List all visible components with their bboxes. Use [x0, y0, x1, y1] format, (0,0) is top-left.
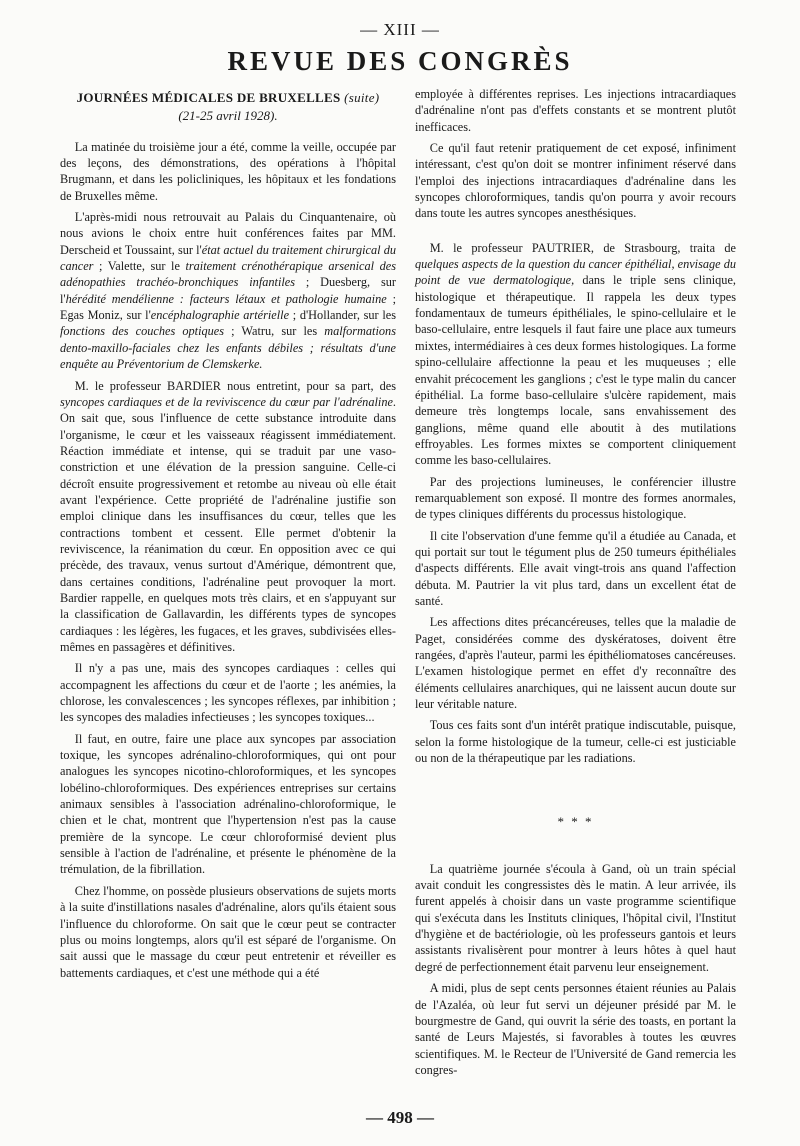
section-suite: (suite): [344, 90, 380, 105]
right-column: [415, 86, 736, 1078]
paragraph: Ce qu'il faut retenir pratiquement de cet exposé, infiniment intéressant, c'est qu'on doit se montrer infiniment réservé dans l'emploi des injections intracardiaques d'adrénaline dans les syncopes chloroformiques, tandis qu'on pourra y avoir recours dans toute les autres syncopes anesthésiques.: [415, 141, 736, 221]
paragraph: Il faut, en outre, faire une place aux syncopes par association toxique, les syncopes adrénalino-chloroformiques, qui ont pour analogues les syncopes nicotino-chloroformiques, et les syncopes lobélino-chloroformiques. Des expériences entreprises sur certains animaux sensibles à l'association adrénalino-chloroformique, le chien et le chat, montrent que l'hypertension n'est pas la cause première de la syncope. Le cœur chloroformisé devient plus sensible à l'action de l'adrénaline, et présente le phénomène de la trémulation, de la fibrillation.: [60, 731, 396, 877]
page-title: REVUE DES CONGRÈS: [227, 46, 573, 76]
paragraph: employée à différentes reprises. Les injections intracardiaques d'adrénaline n'ont pas d'effets constants et se montrent plutôt inefficaces.: [415, 87, 736, 134]
left-column: [60, 86, 396, 981]
paragraph: La matinée du troisième jour a été, comme la veille, occupée par des leçons, des démonstrations, des opérations à l'hôpital Brugmann, et dans les policliniques, les hôpitaux et les fondations de Bruxelles même.: [60, 139, 396, 203]
paragraph-pautrier: M. le professeur PAUTRIER, de Strasbourg, traita de quelques aspects de la question du cancer épithélial, envisage du point de vue dermatologique, dans le triple sens clinique, histologique et thérapeutique. Il rappela les deux types fondamentaux de tumeurs épithéliales, le spino-cellulaire et le baso-cellulaire, entre lesquels il faut faire une place aux tumeurs mixtes, intermédiaires à ces deux formes histologiques. La forme spino-cellulaire affectionne la peau et les muqueuses ; elle envahit précocement les ganglions ; c'est le type malin du cancer épithélial. La forme baso-cellulaire s'ulcère rapidement, mais demeure très longtemps locale, sans envahissement des ganglions, même quand elle aboutit à des mutilations effroyables. Les formes mixtes se comportent cliniquement comme les baso-cellulaires.: [415, 240, 737, 468]
paragraph: La quatrième journée s'écoula à Gand, où un train spécial avait conduit les congressistes dès le matin. A leur arrivée, ils furent appelés à choisir dans un vaste programme scientifique qui s'exécuta dans les Instituts cliniques, l'hôpital civil, l'Institut d'hygiène et de bactériologie, où les professeurs gantois et leurs assistants rivalisèrent pour montrer à leurs hôtes à quel haut degré de perfectionnement était parvenu leur enseignement.: [415, 861, 736, 974]
paragraph: Il n'y a pas une, mais des syncopes cardiaques : celles qui accompagnent les affections du cœur et de l'aorte ; les anémies, la chlorose, les convalescences ; les syncopes réflexes, par inhibition ; les syncopes des maladies infectieuses ; les syncopes toxiques...: [60, 661, 396, 725]
paragraph: A midi, plus de sept cents personnes étaient réunies au Palais de l'Azaléa, où leur fut servi un déjeuner présidé par M. le bourgmestre de Gand, qui ouvrit la série des toasts, en portant la santé de Leurs Majestés, si favorables à toutes les œuvres scientifiques. M. le Recteur de l'Université de Gand remercia les congres-: [415, 981, 736, 1077]
paragraph: Chez l'homme, on possède plusieurs observations de sujets morts à la suite d'instillations nasales d'adrénaline, alors qu'ils étaient sous l'influence du chloroforme. On sait que le cœur peut se contracter plus ou moins longtemps, alors qu'il est séparé de l'organisme. On sait aussi que le massage du cœur peut entretenir et réveiller es battements cardiaques, et c'est une méthode qui a été: [60, 883, 396, 980]
page-number: — 498 —: [366, 1108, 434, 1127]
paragraph: Tous ces faits sont d'un intérêt pratique indiscutable, puisque, selon la forme histologique de la tumeur, celle-ci est justiciable ou non de la thérapeutique par les radiations.: [415, 718, 736, 766]
paragraph-bardier: M. le professeur BARDIER nous entretint, pour sa part, des syncopes cardiaques et de la reviviscence du cœur par l'adrénaline. On sait que, sous l'influence de cette substance introduite dans l'organisme, le cœur et les vaisseaux réagissent immédiatement. Réaction immédiate et intense, qui se traduit par une vaso-constriction et une élévation de la pression sanguine. Celle-ci décroît ensuite progressivement et retombe au niveau où elle était avant l'expérience. Cette propriété de l'adrénaline justifie son emploi clinique dans les insuffisances du cœur, telles que les contractions tombent et cessent. Elle permet d'obtenir la reviviscence, la réanimation du cœur. En opposition avec ce qui précède, des travaux, venus surtout d'Amérique, démontrent que, dans certaines conditions, l'adrénaline peut provoquer la mort. Bardier rappelle, en quelques mots très clairs, et en s'appuyant sur la classification de Gallavardin, les différents types de syncopes cardiaques : les légères, les fugaces, et les graves, subdivisées elles-mêmes en passagères et définitives.: [60, 378, 397, 654]
section-separator: * * *: [557, 814, 594, 830]
roman-page-number: — XIII —: [360, 20, 440, 39]
paragraph-conferences: L'après-midi nous retrouvait au Palais du Cinquantenaire, où nous avions le choix entre huit conférences faites par MM. Derscheid et Toussaint, sur l'état actuel du traitement chirurgical du cancer ; Valette, sur le traitement crénothérapique arsenical des adénopathies trachéo-bronchiques infantiles ; Duesberg, sur l'hérédité mendélienne : facteurs létaux et pathologie humaine ; Egas Moniz, sur l'encéphalographie artérielle ; d'Hollander, sur les fonctions des couches optiques ; Watru, sur les malformations dento-maxillo-faciales chez les enfants débiles ; résultats d'une enquête au Préventorium de Clemskerke.: [60, 210, 397, 372]
section-title: [60, 90, 396, 106]
paragraph: Il cite l'observation d'une femme qu'il a étudiée au Canada, et qui portait sur tout le tégument plus de 250 tumeurs épithéliales d'aspects différents. Elle avait vingt-trois ans quand l'affection débuta. M. Pautrier la vit plus tard, dans un excellent état de santé.: [415, 528, 736, 608]
section-dates: (21-25 avril 1928).: [178, 108, 278, 124]
paragraph: Par des projections lumineuses, le conférencier illustre remarquablement son exposé. Il montre des formes anormales, de types cliniques différents du processus histologique.: [415, 474, 736, 522]
section-title-text: JOURNÉES MÉDICALES DE BRUXELLES: [76, 90, 341, 105]
paragraph: Les affections dites précancéreuses, telles que la maladie de Paget, considérées comme des dyskératoses, doivent être rangées, d'après l'auteur, parmi les épithéliomatoses cancéreuses. L'examen histologique permet en effet d'y reconnaître des éléments cellulaires anarchiques, qui ne laissent aucun doute sur leur véritable nature.: [415, 615, 736, 712]
